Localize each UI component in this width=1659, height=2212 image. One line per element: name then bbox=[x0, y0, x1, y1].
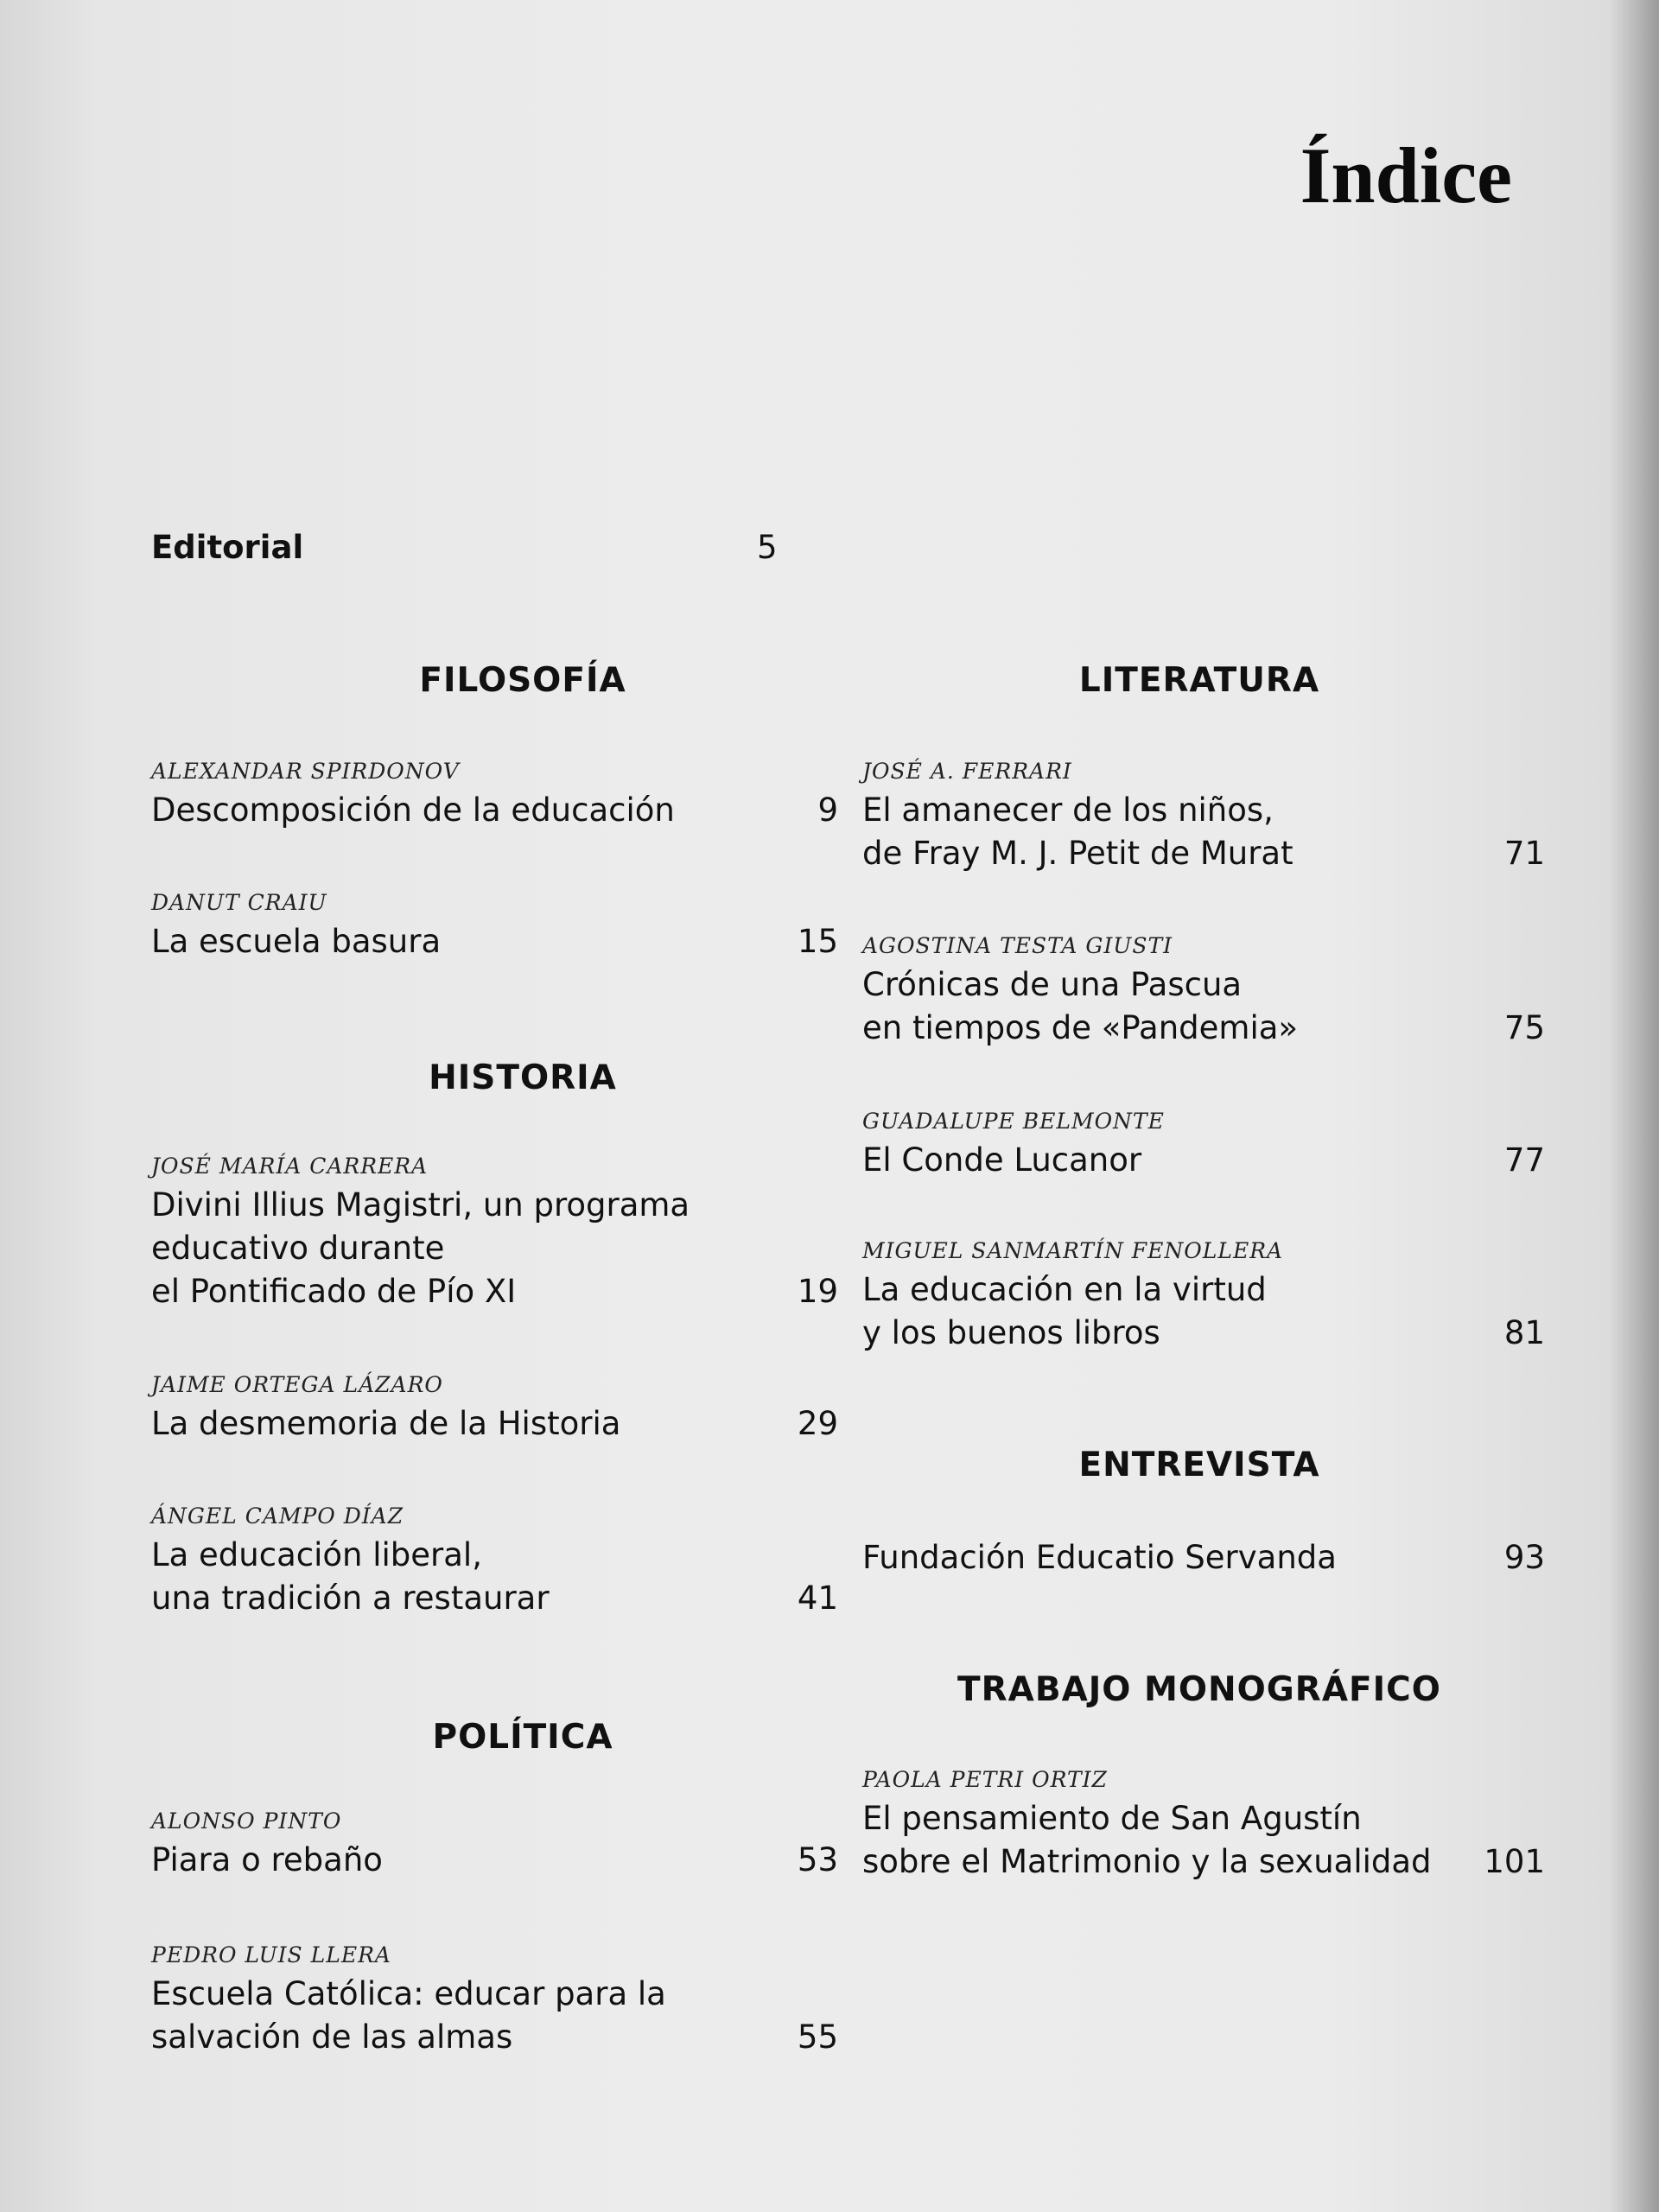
toc-entry[interactable] bbox=[862, 1767, 1545, 1884]
entry-title: La desmemoria de la Historia bbox=[151, 1405, 621, 1442]
entry-title: de Fray M. J. Petit de Murat bbox=[862, 835, 1294, 872]
entry-page-number: 101 bbox=[1484, 1843, 1545, 1880]
toc-entry[interactable] bbox=[151, 1942, 838, 2059]
entry-page-number: 55 bbox=[797, 2018, 838, 2056]
entry-author: ALONSO PINTO bbox=[151, 1808, 342, 1834]
entry-author: JOSÉ MARÍA CARRERA bbox=[151, 1154, 429, 1179]
entry-author: PAOLA PETRI ORTIZ bbox=[862, 1767, 1108, 1792]
entry-page-number: 75 bbox=[1503, 1009, 1545, 1046]
editorial-label[interactable]: Editorial bbox=[151, 529, 304, 566]
entry-title: Escuela Católica: educar para la bbox=[151, 1975, 666, 2012]
entry-title: La escuela basura bbox=[151, 923, 442, 960]
entry-author: GUADALUPE BELMONTE bbox=[862, 1109, 1165, 1134]
entry-author: MIGUEL SANMARTÍN FENOLLERA bbox=[862, 1238, 1284, 1263]
toc-entry[interactable] bbox=[151, 890, 838, 963]
entry-title: educativo durante bbox=[151, 1230, 445, 1267]
toc-entry[interactable] bbox=[862, 1536, 1545, 1580]
entry-page-number: 15 bbox=[797, 923, 838, 960]
entry-author: ALEXANDAR SPIRDONOV bbox=[151, 759, 460, 784]
entry-title: Piara o rebaño bbox=[151, 1841, 383, 1878]
entry-title: Crónicas de una Pascua bbox=[862, 966, 1243, 1003]
page-title: Índice bbox=[1300, 131, 1512, 219]
entry-title: Divini Illius Magistri, un programa bbox=[151, 1186, 690, 1224]
entry-author: AGOSTINA TESTA GIUSTI bbox=[862, 933, 1173, 958]
editorial-page-number: 5 bbox=[757, 529, 778, 566]
section-heading-historia: HISTORIA bbox=[429, 1058, 617, 1097]
entry-page-number: 9 bbox=[817, 791, 838, 829]
entry-title: El amanecer de los niños, bbox=[862, 791, 1274, 829]
toc-entry[interactable] bbox=[151, 1808, 838, 1882]
entry-title: en tiempos de «Pandemia» bbox=[862, 1009, 1299, 1046]
entry-page-number: 81 bbox=[1503, 1314, 1545, 1351]
entry-page-number: 77 bbox=[1503, 1141, 1545, 1179]
entry-author: PEDRO LUIS LLERA bbox=[151, 1942, 391, 1967]
entry-page-number: 41 bbox=[797, 1580, 838, 1617]
entry-page-number: 53 bbox=[797, 1841, 838, 1878]
entry-page-number: 71 bbox=[1503, 835, 1545, 872]
entry-author: JOSÉ A. FERRARI bbox=[862, 759, 1072, 784]
toc-entry[interactable] bbox=[151, 1503, 838, 1620]
section-heading-literatura: LITERATURA bbox=[1078, 661, 1320, 700]
entry-title: y los buenos libros bbox=[862, 1314, 1160, 1351]
entry-title: el Pontificado de Pío XI bbox=[151, 1273, 517, 1310]
section-heading-trabajo-monografico: TRABAJO MONOGRÁFICO bbox=[957, 1670, 1441, 1709]
entry-title: El pensamiento de San Agustín bbox=[862, 1800, 1362, 1837]
section-heading-entrevista: ENTREVISTA bbox=[1078, 1446, 1320, 1484]
entry-title: La educación en la virtud bbox=[862, 1271, 1267, 1308]
entry-title: salvación de las almas bbox=[151, 2018, 513, 2056]
entry-title: sobre el Matrimonio y la sexualidad bbox=[862, 1843, 1432, 1880]
toc-entry[interactable] bbox=[151, 1154, 838, 1313]
entry-title: una tradición a restaurar bbox=[151, 1580, 550, 1617]
toc-entry[interactable] bbox=[862, 1238, 1545, 1355]
entry-title: El Conde Lucanor bbox=[862, 1141, 1142, 1179]
entry-title: Fundación Educatio Servanda bbox=[862, 1539, 1337, 1576]
section-heading-filosofia: FILOSOFÍA bbox=[419, 661, 626, 700]
entry-title: La educación liberal, bbox=[151, 1536, 482, 1573]
entry-page-number: 93 bbox=[1503, 1539, 1545, 1576]
entry-author: ÁNGEL CAMPO DÍAZ bbox=[151, 1503, 404, 1529]
entry-title: Descomposición de la educación bbox=[151, 791, 675, 829]
entry-author: JAIME ORTEGA LÁZARO bbox=[151, 1372, 443, 1397]
toc-entry[interactable] bbox=[151, 1372, 838, 1446]
toc-entry[interactable] bbox=[862, 933, 1545, 1050]
toc-entry[interactable] bbox=[862, 1109, 1545, 1182]
entry-author: DANUT CRAIU bbox=[151, 890, 327, 915]
toc-entry[interactable] bbox=[151, 759, 838, 832]
toc-entry[interactable] bbox=[862, 759, 1545, 875]
section-heading-politica: POLÍTICA bbox=[432, 1718, 613, 1757]
entry-page-number: 19 bbox=[797, 1273, 838, 1310]
entry-page-number: 29 bbox=[797, 1405, 838, 1442]
